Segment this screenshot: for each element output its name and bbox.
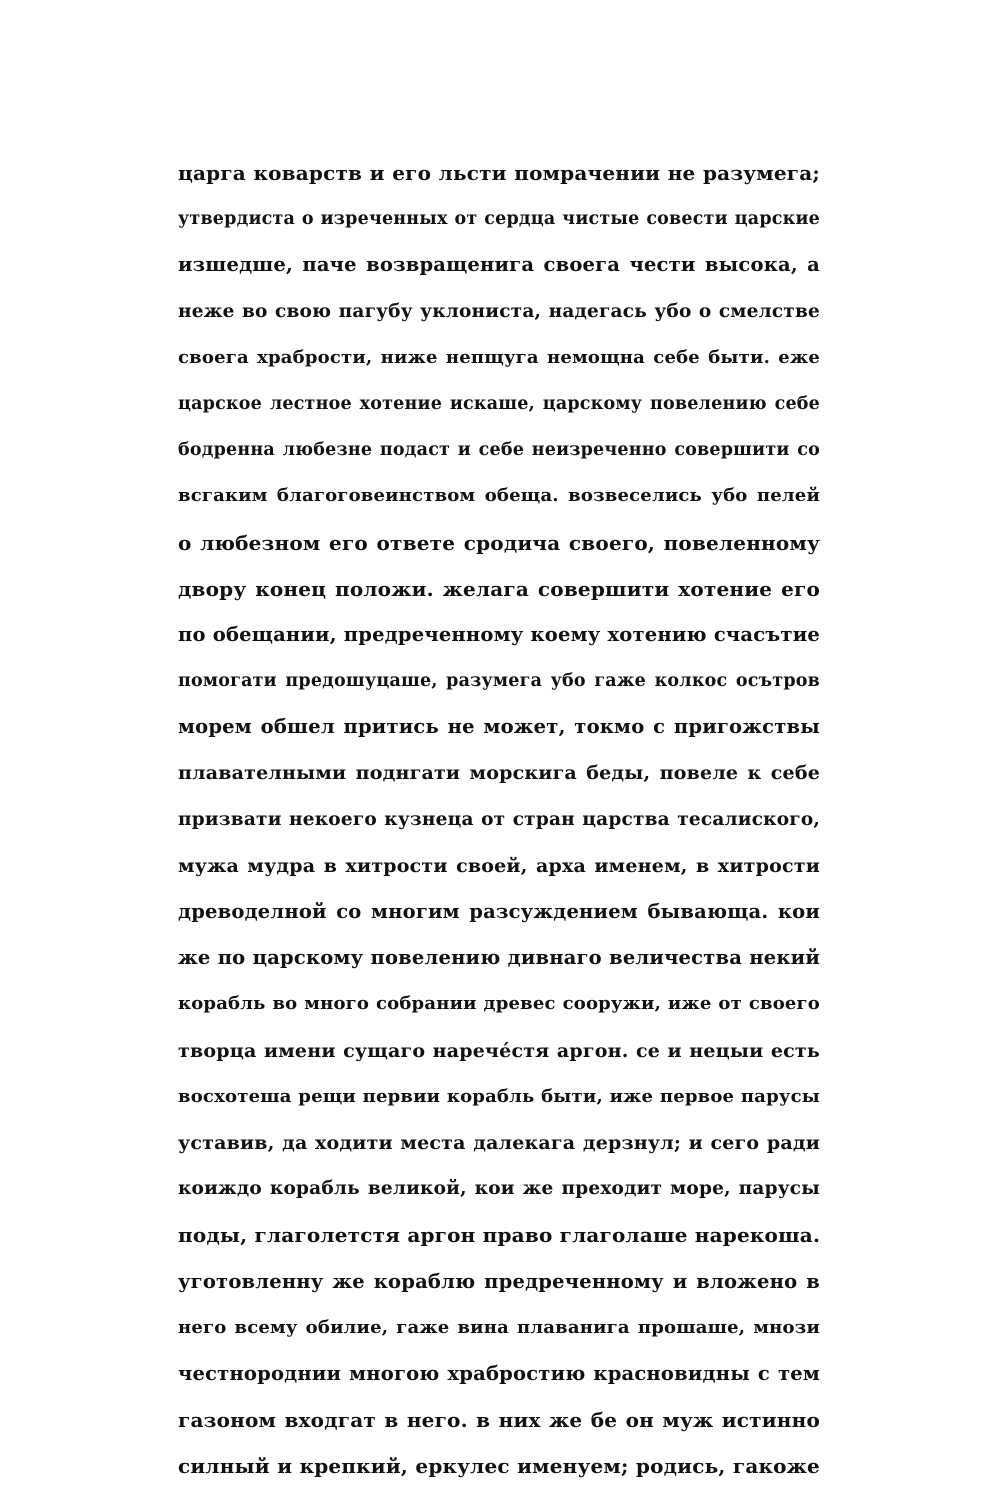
- text-line: царга коварств и его льсти помрачении не разумега;: [178, 161, 820, 185]
- text-line: о любезном его ответе сродича своего, повеленному: [178, 530, 820, 555]
- text-line: уготовленну же кораблю предреченному и вложено в: [178, 1269, 820, 1293]
- text-line: морем обшел притись не может, токмо с пригожствы: [178, 715, 820, 739]
- text-line: честнороднии многою храбростию красновидны с тем: [178, 1361, 820, 1385]
- text-line: поды, глаголетстя аргон право глаголаше нарекоша.: [178, 1223, 820, 1248]
- text-line: древоделной со многим разсуждением бывающа. кои: [178, 900, 820, 923]
- text-line: восхотеша рещи первии корабль быти, иже первое парусы: [178, 1085, 820, 1107]
- text-line: плавателными поднгати морскига беды, повеле к себе: [178, 762, 820, 785]
- text-line: своега храбрости, ниже непщуга немощна себе быти. еже: [178, 346, 820, 368]
- manuscript-text: [178, 150, 820, 1489]
- text-line: силный и крепкий, еркулес именуем; родись, гакоже: [178, 1454, 820, 1479]
- text-line: помогати предошуцаше, разумега убо гаже колкос осътров: [178, 671, 820, 692]
- text-line: неже во свою пагубу уклониста, надегась убо о смелстве: [178, 300, 820, 322]
- text-line: коиждо корабль великой, кои же преходит море, парусы: [178, 1178, 820, 1200]
- text-line: корабль во много собрании древес сооружи, иже от своего: [178, 993, 820, 1015]
- text-line: изшедше, паче возвращенига своега чести высока, а: [178, 253, 820, 277]
- text-line: уставив, да ходити места далекага дерзнул; и сего ради: [178, 1131, 820, 1154]
- text-line: по обещании, предреченному коему хотению счасътие: [178, 622, 820, 646]
- text-line: призвати некоего кузнеца от стран царства тесалиского,: [178, 808, 820, 830]
- text-line: же по царскому повелению дивнаго величества некий: [178, 946, 820, 970]
- text-line: утвердиста о изреченных от сердца чистые совести царские: [178, 209, 820, 230]
- text-line: царское лестное хотение искаше, царскому повелению себе: [178, 393, 820, 414]
- text-line: него всему обилие, гаже вина плаванига прошаше, мнози: [178, 1316, 820, 1338]
- text-line: мужа мудра в хитрости своей, арха именем, в хитрости: [178, 854, 820, 877]
- text-line: двору конец положи. желага совершити хотение его: [178, 576, 820, 601]
- text-line: бодренна любезне подаст и себе неизреченно совершити со: [178, 440, 820, 461]
- text-line: творца имени сущаго нарече́стя аргон. се и нецыи есть: [178, 1039, 820, 1062]
- text-line: всгаким благоговеинством обеща. возвеселись убо пелей: [178, 485, 820, 507]
- text-line: газоном входгат в него. в них же бе он муж истинно: [178, 1408, 820, 1433]
